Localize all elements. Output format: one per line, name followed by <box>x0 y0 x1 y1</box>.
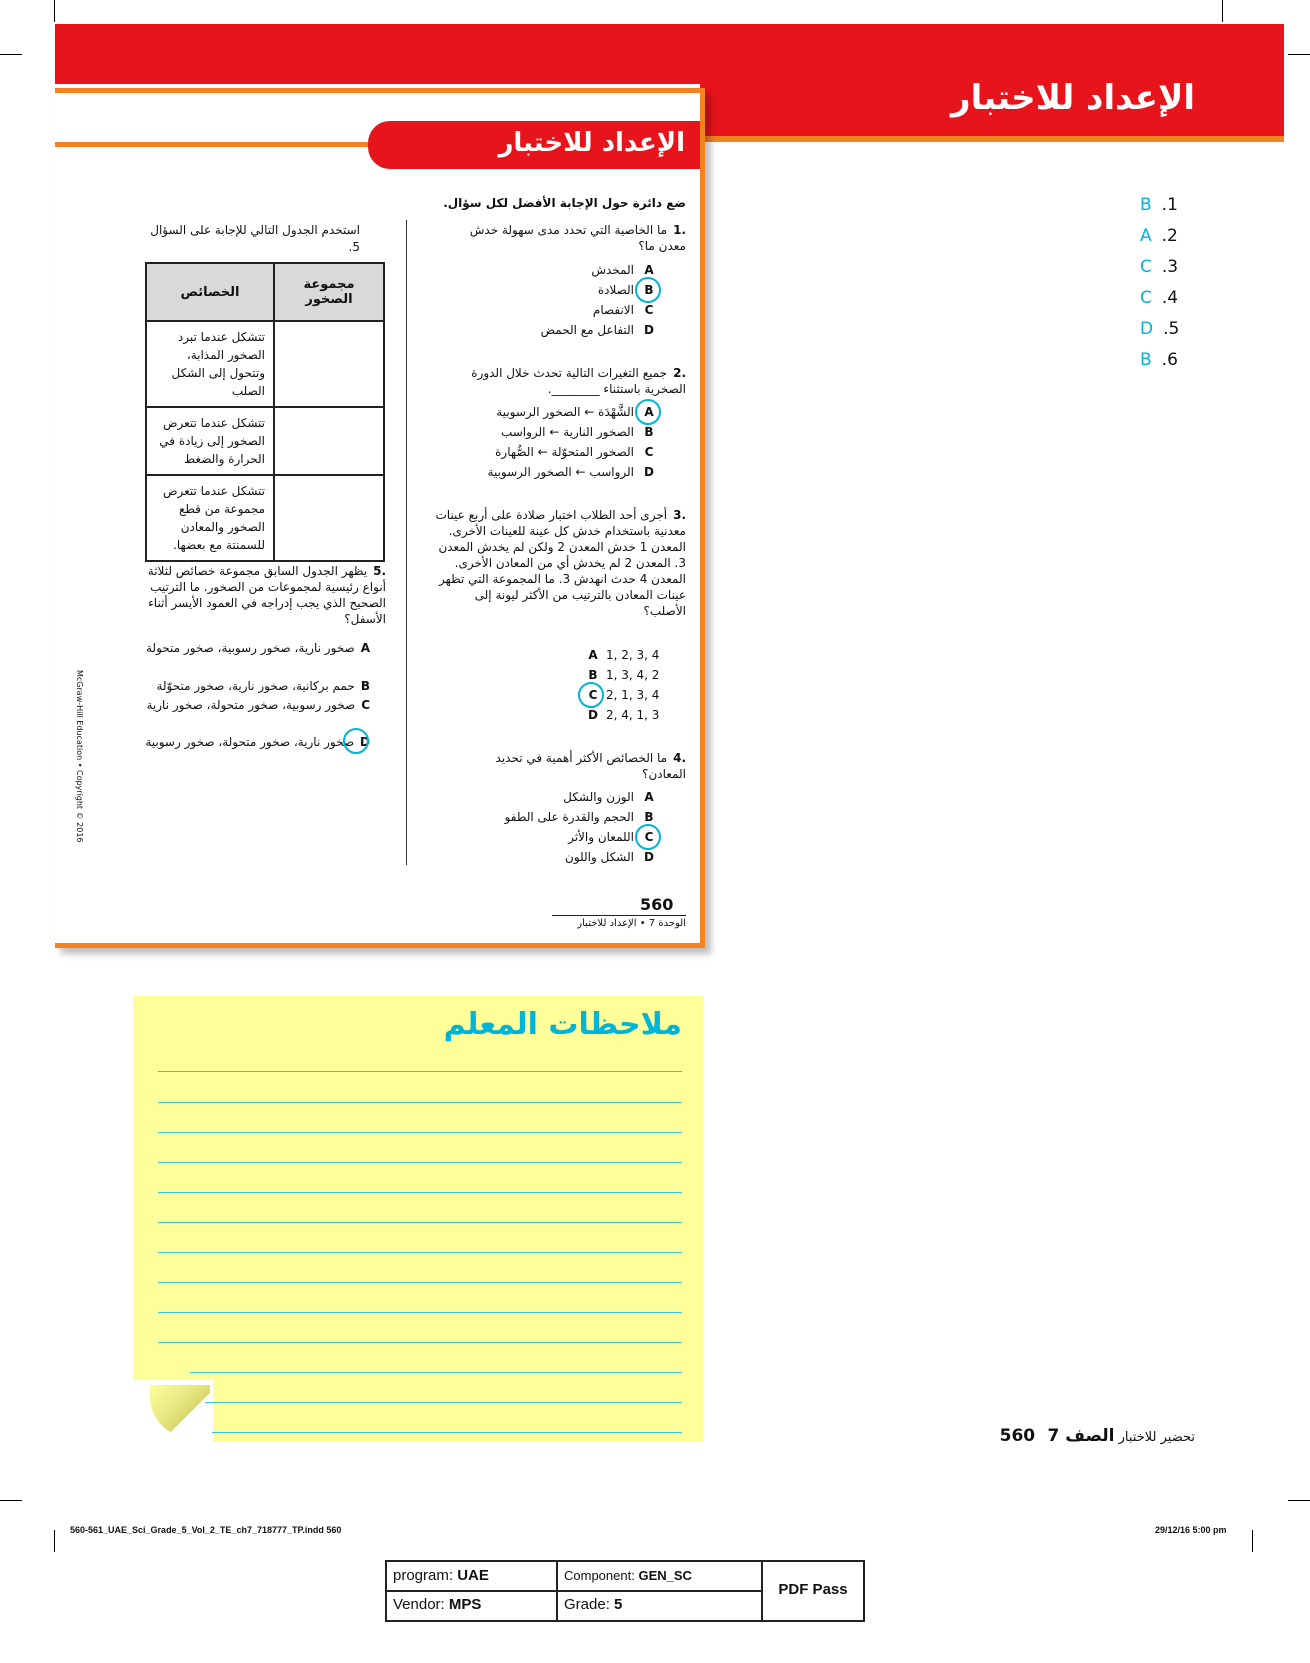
option-3c[interactable]: C 2, 1, 3, 4 <box>588 688 660 702</box>
option-2c[interactable]: Cالصخور المتحوّلة ← الصُّهارة <box>495 445 654 459</box>
question-text: ما الخاصية التي تحدد مدى سهولة خدش معدن ما؟ <box>469 223 686 253</box>
header-orange-rule <box>700 136 1284 142</box>
header-band <box>55 24 1284 84</box>
note-line <box>190 1372 682 1373</box>
table-header: الخصائص <box>146 263 274 321</box>
table-header: مجموعة الصخور <box>274 263 384 321</box>
inner-footer: الوحدة 7 • الإعداد للاختبار <box>577 918 686 929</box>
question-number: .1 <box>673 223 686 237</box>
option-4d[interactable]: Dالشكل واللون <box>565 850 654 864</box>
print-file-info: 560-561_UAE_Sci_Grade_5_Vol_2_TE_ch7_718777_TP.indd 560 <box>70 1525 342 1535</box>
note-line <box>158 1282 682 1283</box>
option-1d[interactable]: Dالتفاعل مع الحمض <box>540 323 654 337</box>
question-text: ما الخصائص الأكثر أهمية في تحديد المعادن؟ <box>495 751 686 781</box>
proof-grade: Grade: 5 <box>564 1596 623 1613</box>
table-row <box>146 407 384 475</box>
note-line <box>158 1102 682 1103</box>
crop-mark <box>1288 1500 1310 1501</box>
table-cell: تتشكل عندما تتعرض مجموعة من قطع الصخور والمعادن للسمنتة مع بعضها. <box>146 475 274 561</box>
page-title: الإعداد للاختبار <box>951 78 1195 118</box>
proof-vendor: Vendor: MPS <box>393 1596 482 1613</box>
option-5c[interactable]: Cصخور رسوبية، صخور متحولة، صخور نارية <box>146 698 370 712</box>
proof-program: program: UAE <box>393 1567 489 1584</box>
note-line <box>212 1432 682 1433</box>
table-cell: تتشكل عندما تبرد الصخور المذابة، وتتحول إلى الشكل الصلب <box>146 321 274 407</box>
crop-mark <box>1252 1530 1253 1552</box>
inner-page-number: 560 <box>640 895 674 914</box>
table-row <box>146 475 384 561</box>
note-line <box>158 1252 682 1253</box>
note-line <box>205 1402 682 1403</box>
crop-mark <box>0 1500 22 1501</box>
table-row <box>146 321 384 407</box>
option-5a[interactable]: Aصخور نارية، صخور رسوبية، صخور متحولة <box>146 641 370 655</box>
note-line <box>158 1222 682 1223</box>
note-line <box>158 1192 682 1193</box>
option-2a[interactable]: Aالشَّهْدَة ← الصخور الرسوبية <box>496 405 654 419</box>
answer-key-item: D .5 <box>1140 319 1180 339</box>
table-cell-empty <box>274 475 384 561</box>
option-4c[interactable]: Cاللمعان والأثر <box>568 830 654 844</box>
option-3d[interactable]: D 2, 4, 1, 3 <box>588 708 660 722</box>
answer-circle <box>343 728 369 754</box>
question-1 <box>440 222 686 254</box>
proof-component: Component: GEN_SC <box>564 1568 692 1583</box>
answer-key-item: C .4 <box>1140 288 1179 308</box>
option-3b[interactable]: B 1, 3, 4, 2 <box>588 668 660 682</box>
answer-circle <box>578 682 604 708</box>
table-intro: استخدم الجدول التالي للإجابة على السؤال 5. <box>150 223 360 254</box>
footer-rule <box>552 915 686 916</box>
instructions: ضع دائرة حول الإجابة الأفضل لكل سؤال. <box>443 196 686 210</box>
question-text: أجرى أحد الطلاب اختبار صلادة على أربع عينات معدنية باستخدام خدش كل عينة للعينات الأخرى. المعدن 1 خدش المعدن 2 ولكن لم يخدش المعدن 3. المعدن 2 لم يخدش أي من المعادن الأخرى. المعدن 4 حدث انهدش 3. ما المجموعة التي تظهر عينات المعادن بالترتيب من الأكثر ليونة إلى الأصلب؟ <box>435 508 686 618</box>
option-1c[interactable]: Cالانفصام <box>592 303 654 317</box>
option-3a[interactable]: A 1, 2, 3, 4 <box>588 648 660 662</box>
option-4b[interactable]: Bالحجم والقدرة على الطفو <box>504 810 654 824</box>
question-3: .3أجرى أحد الطلاب اختبار صلادة على أربع عينات معدنية باستخدام خدش كل عينة للعينات الأخرى. المعدن 1 خدش المعدن 2 ولكن لم يخدش المعدن 3. المعدن 2 لم يخدش أي من المعادن الأخرى. المعدن 4 حدث انهدش 3. ما المجموعة التي تظهر عينات المعادن بالترتيب من الأكثر ليونة إلى الأصلب؟ <box>435 508 686 618</box>
question-2: .2جميع التغيرات التالية تحدث خلال الدورة الصخرية باستثناء ________. <box>471 366 686 396</box>
option-5d[interactable]: Dصخور نارية، صخور متحولة، صخور رسوبية <box>145 735 370 749</box>
proof-info-box <box>385 1560 865 1622</box>
table-cell-empty <box>274 407 384 475</box>
crop-mark <box>0 54 22 55</box>
note-line <box>158 1342 682 1343</box>
table-header-row <box>146 263 384 321</box>
table-cell: تتشكل عندما تتعرض الصخور إلى زيادة في الحرارة والضغط <box>146 407 274 475</box>
rock-properties-table <box>145 262 385 562</box>
note-line <box>158 1162 682 1163</box>
inner-page-title: الإعداد للاختبار <box>498 128 685 158</box>
question-text: يظهر الجدول السابق مجموعة خصائص لثلاثة أنواع رئيسية لمجموعات من الصخور. ما الترتيب الصحيح الذي يجب إدراجه في العمود الأيسر أثناء الأسفل؟ <box>147 564 386 626</box>
note-line <box>158 1132 682 1133</box>
question-5: .5يظهر الجدول السابق مجموعة خصائص لثلاثة أنواع رئيسية لمجموعات من الصخور. ما الترتيب الصحيح الذي يجب إدراجه في العمود الأيسر أثناء الأسفل؟ <box>147 564 386 626</box>
crop-mark <box>1288 54 1310 55</box>
table-cell-empty <box>274 321 384 407</box>
option-1a[interactable]: Aالمخدش <box>591 263 654 277</box>
option-2b[interactable]: Bالصخور النارية ← الرواسب <box>500 425 654 439</box>
crop-mark <box>1222 0 1223 22</box>
column-divider <box>406 220 407 865</box>
question-text: جميع التغيرات التالية تحدث خلال الدورة الصخرية باستثناء ________. <box>471 366 686 396</box>
crop-mark <box>54 1530 55 1552</box>
option-5b[interactable]: Bحمم بركانية، صخور نارية، صخور متحوّلة <box>156 679 370 693</box>
proof-status: PDF Pass <box>778 1581 848 1598</box>
crop-mark <box>54 0 55 22</box>
option-2d[interactable]: Dالرواسب ← الصخور الرسوبية <box>487 465 654 479</box>
answer-key-item: A .2 <box>1140 226 1178 246</box>
answer-key <box>1140 195 1179 381</box>
question-4: .4ما الخصائص الأكثر أهمية في تحديد المعادن؟ <box>495 751 686 781</box>
answer-circle <box>635 399 661 425</box>
answer-key-item: B .1 <box>1140 195 1178 215</box>
orange-rule <box>55 142 375 147</box>
notes-title: ملاحظات المعلم <box>443 1007 682 1042</box>
option-1b[interactable]: Bالصلادة <box>597 283 654 297</box>
page-footer-label: تحضير للاختبار الصف 7 560 <box>999 1426 1195 1446</box>
teacher-notes-pad[interactable] <box>133 996 703 1442</box>
answer-key-item: C .3 <box>1140 257 1179 277</box>
print-date-info: 29/12/16 5:00 pm <box>1155 1525 1227 1535</box>
answer-circle <box>635 824 661 850</box>
note-line <box>158 1071 682 1072</box>
answer-circle <box>635 277 661 303</box>
option-4a[interactable]: Aالوزن والشكل <box>563 790 654 804</box>
answer-key-item: B .6 <box>1140 350 1178 370</box>
side-credit: McGraw-Hill Education • Copyright © 2016 <box>75 670 84 843</box>
note-line <box>158 1312 682 1313</box>
